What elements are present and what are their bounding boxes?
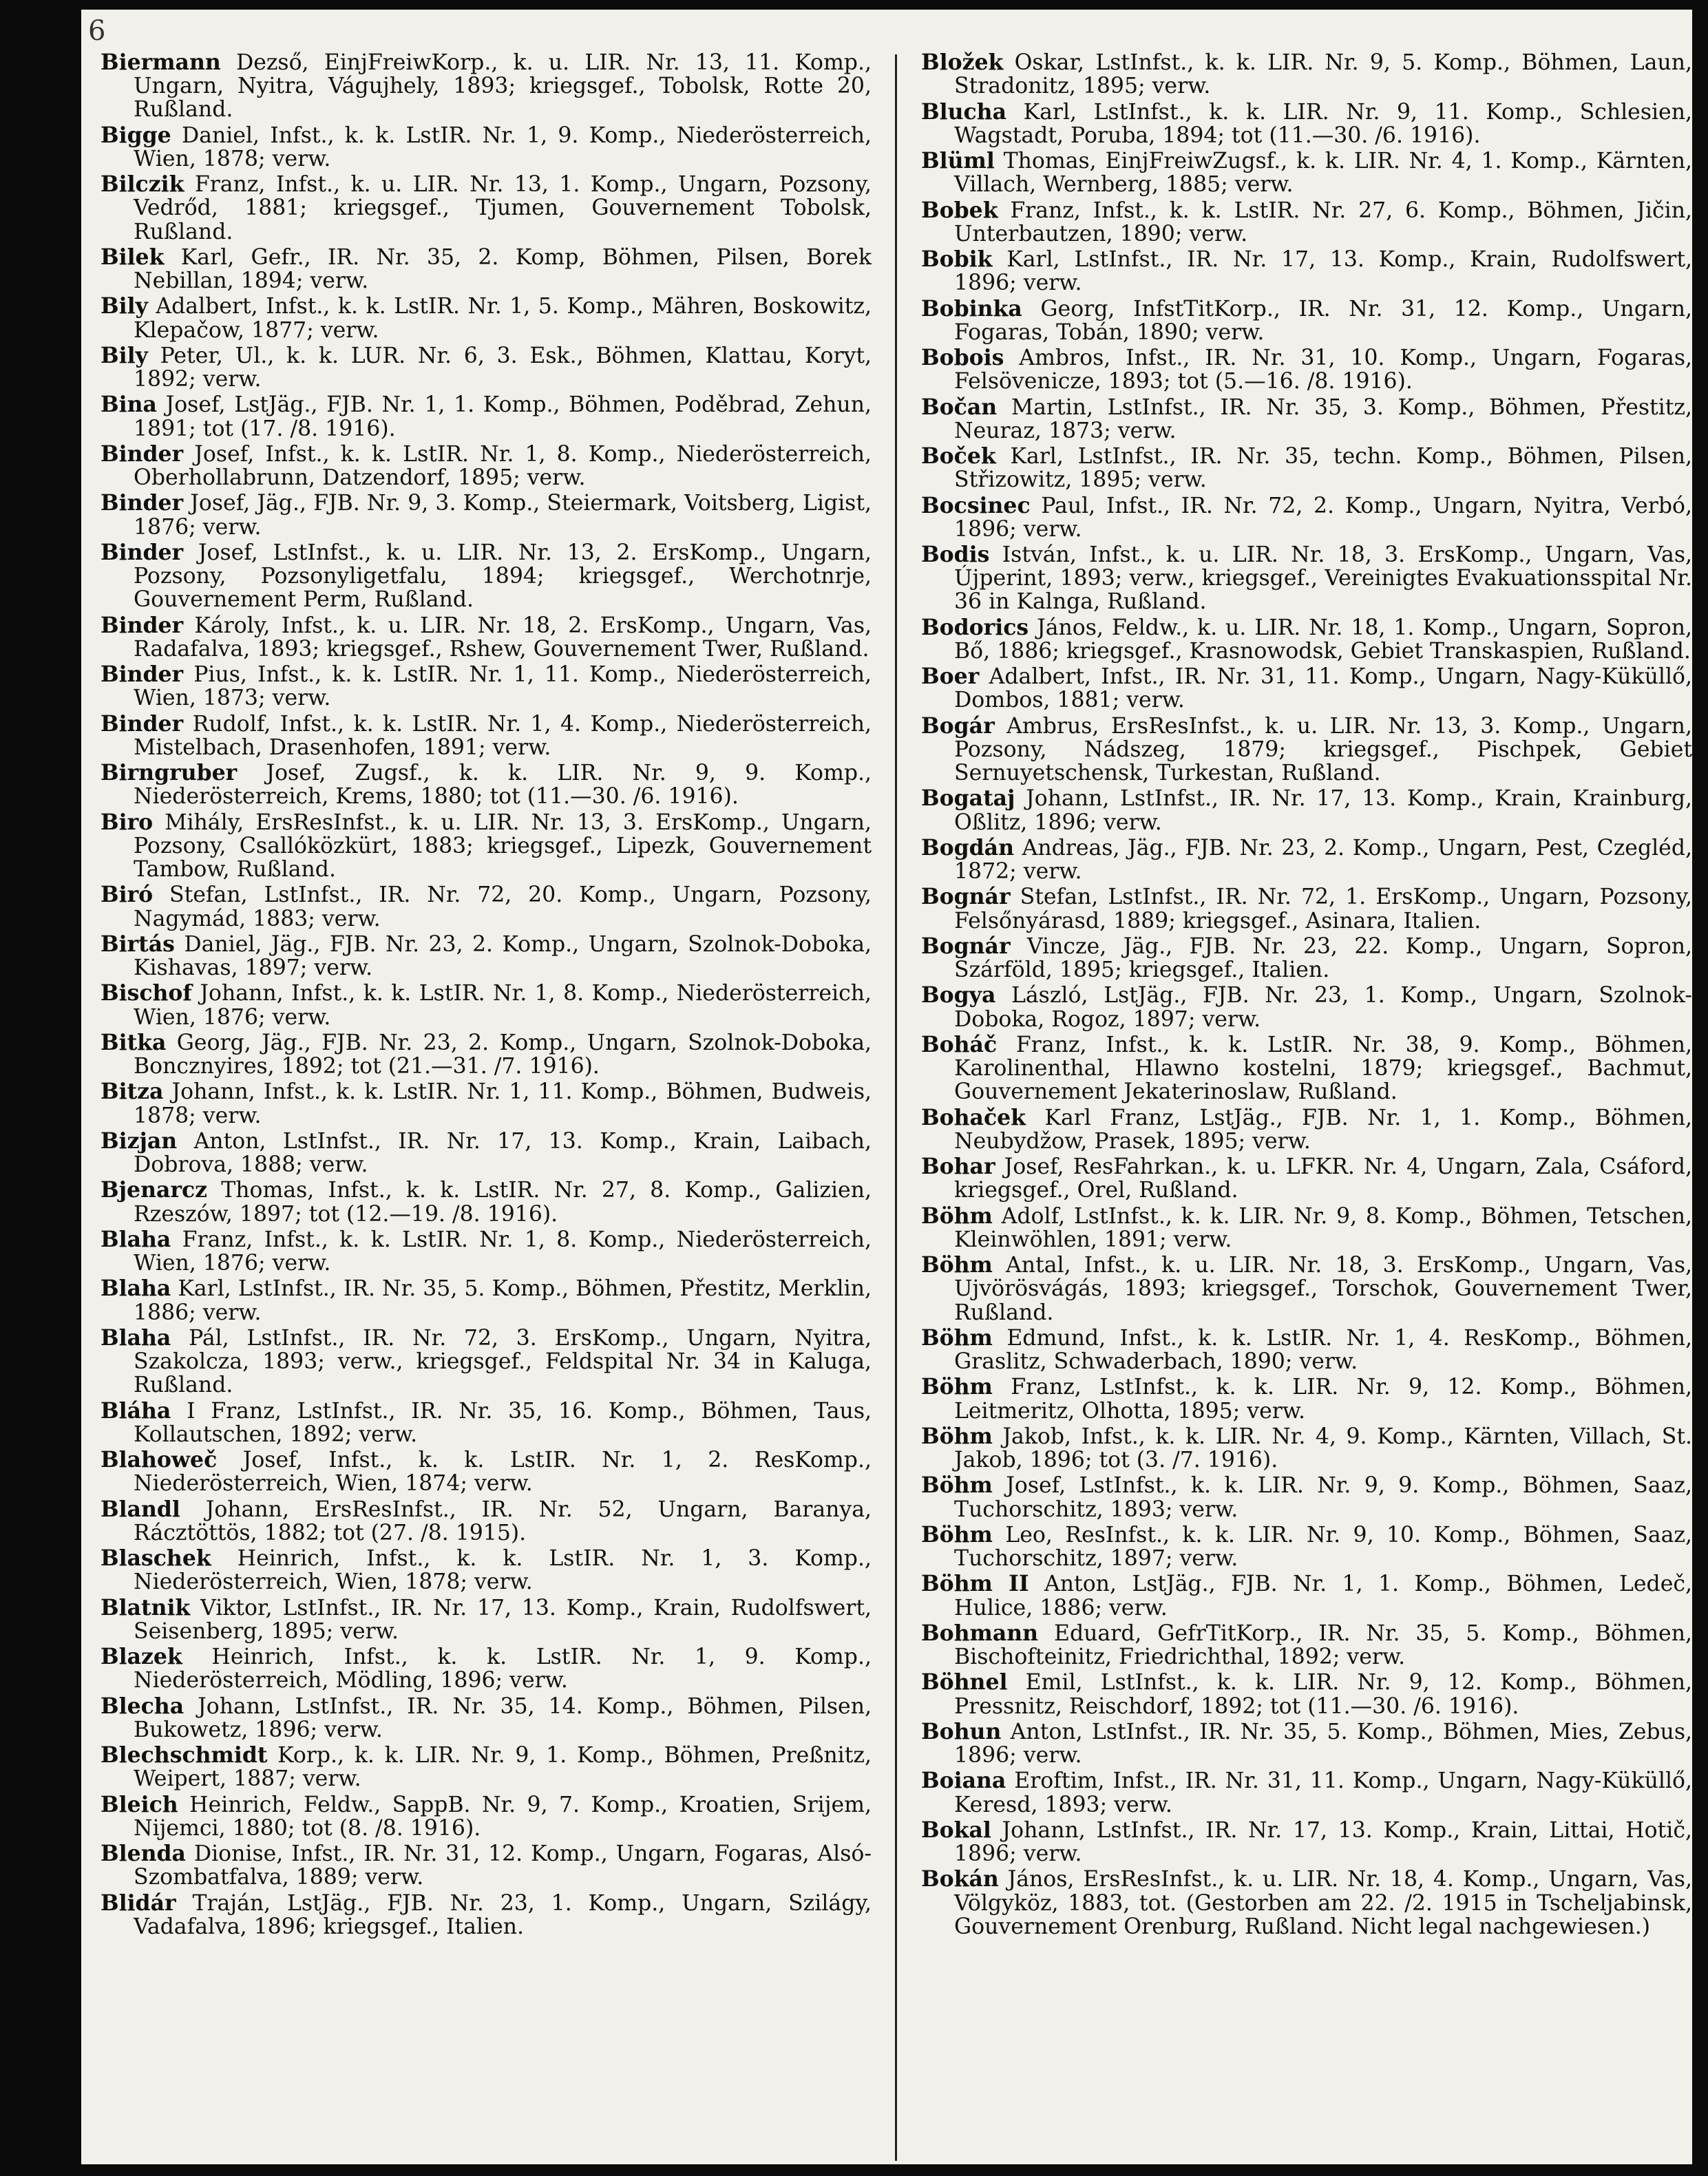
entry-surname: Bitka	[101, 1029, 167, 1055]
register-entry	[101, 1695, 872, 1742]
entry-details: János, ErsResInfst., k. u. LIR. Nr. 18, 4. Komp., Ungarn, Vas, Völgyköz, 1883, tot. (Gestorben am 22. /2. 1915 in Tscheljabinsk, Gouvernement Orenburg, Rußland. Nicht legal nachgewiesen.)	[954, 1867, 1692, 1939]
entry-surname: Blazek	[101, 1644, 182, 1670]
entry-details: Franz, Infst., k. k. LstIR. Nr. 1, 8. Komp., Niederösterreich, Wien, 1876; verw.	[134, 1227, 872, 1276]
register-entry	[921, 51, 1692, 98]
entry-surname: Blaha	[101, 1324, 171, 1351]
register-entry	[101, 761, 872, 808]
register-entry	[921, 1324, 1693, 1375]
entry-surname: Bohar	[921, 1154, 995, 1180]
register-entry	[921, 346, 1692, 393]
entry-details: Josef, LstInfst., k. u. LIR. Nr. 13, 2. ErsKomp., Ungarn, Pozsony, Pozsonyligetfalu, 1894; kriegsgef., Werchotnrje, Gouvernement Perm, Rußland.	[134, 540, 872, 613]
register-entry	[921, 248, 1692, 295]
document-page	[81, 10, 1692, 2164]
register-entry	[101, 1031, 872, 1078]
entry-surname: Blatnik	[101, 1594, 191, 1620]
register-entry	[921, 1205, 1692, 1251]
entry-surname: Bobinka	[921, 295, 1022, 321]
entry-details: Anton, LstInfst., IR. Nr. 35, 5. Komp., Böhmen, Mies, Zebus, 1896; verw.	[954, 1719, 1693, 1768]
entry-surname: Böhm	[921, 1324, 993, 1351]
register-entry	[921, 1720, 1692, 1767]
register-entry	[921, 445, 1692, 492]
entry-details: Ambros, Infst., IR. Nr. 31, 10. Komp., Ungarn, Fogaras, Felsövenicze, 1893; tot (5.—16. /8. 1916).	[954, 346, 1692, 394]
entry-details: Franz, Infst., k. k. LstIR. Nr. 27, 6. Komp., Böhmen, Jičin, Unterbautzen, 1890; verw.	[954, 198, 1692, 246]
entry-details: Viktor, LstInfst., IR. Nr. 17, 13. Komp., Krain, Rudolfswert, Seisenberg, 1895; verw.	[134, 1595, 872, 1644]
entry-details: Josef, LstJäg., FJB. Nr. 1, 1. Komp., Böhmen, Poděbrad, Zehun, 1891; tot (17. /8. 1916).	[134, 392, 872, 441]
entry-details: Josef, Infst., k. k. LstIR. Nr. 1, 2. ResKomp., Niederösterreich, Wien, 1874; verw.	[134, 1448, 872, 1497]
entry-details: Emil, LstInfst., k. k. LIR. Nr. 9, 12. Komp., Böhmen, Pressnitz, Reischdorf, 1892; tot (11.—30. /6. 1916).	[954, 1670, 1692, 1719]
entry-surname: Blechschmidt	[101, 1742, 268, 1768]
entry-details: Karl, LstInfst., k. k. LIR. Nr. 9, 11. Komp., Schlesien, Wagstadt, Poruba, 1894; tot (11.—30. /6. 1916).	[954, 99, 1692, 148]
entry-surname: Blecha	[101, 1693, 184, 1719]
register-entry	[101, 1080, 872, 1127]
entry-surname: Bobois	[921, 345, 1004, 370]
entry-details: Johann, ErsResInfst., IR. Nr. 52, Ungarn, Baranya, Rácztöttös, 1882; tot (27. /8. 1915).	[134, 1497, 872, 1545]
register-entry	[101, 295, 872, 341]
entry-surname: Bobik	[921, 246, 993, 272]
entry-surname: Bizjan	[101, 1128, 178, 1154]
register-entry	[101, 1744, 872, 1791]
entry-details: Adalbert, Infst., k. k. LstIR. Nr. 1, 5. Komp., Mähren, Boskowitz, Klepačow, 1877; verw.	[134, 294, 872, 343]
entry-surname: Blaschek	[101, 1545, 211, 1572]
entry-details: Johann, LstInfst., IR. Nr. 17, 13. Komp., Krain, Littai, Hotič, 1896; verw.	[954, 1817, 1693, 1867]
entry-details: Josef, Zugsf., k. k. LIR. Nr. 9, 9. Komp., Niederösterreich, Krems, 1880; tot (11.—30. /6. 1916).	[134, 761, 872, 810]
register-entry	[101, 51, 872, 122]
entry-details: Anton, LstInfst., IR. Nr. 17, 13. Komp., Krain, Laibach, Dobrova, 1888; verw.	[134, 1128, 872, 1178]
register-entry	[101, 1179, 872, 1225]
register-entry	[101, 246, 872, 293]
register-entry	[101, 811, 872, 882]
entry-surname: Bjenarcz	[101, 1177, 208, 1203]
entry-details: Thomas, EinjFreiwZugsf., k. k. LIR. Nr. 4, 1. Komp., Kärnten, Villach, Wernberg, 1885; verw.	[954, 149, 1692, 198]
column-divider	[895, 54, 897, 2161]
entry-details: Johann, LstInfst., IR. Nr. 17, 13. Komp., Krain, Krainburg, Oßlitz, 1896; verw.	[954, 786, 1693, 835]
register-entry	[101, 1596, 872, 1643]
register-entry	[101, 1547, 872, 1594]
entry-surname: Bogdán	[921, 834, 1014, 860]
entry-surname: Bohaček	[921, 1104, 1026, 1130]
entry-details: Johann, Infst., k. k. LstIR. Nr. 1, 11. Komp., Böhmen, Budweis, 1878; verw.	[134, 1079, 872, 1128]
register-entry	[101, 1793, 872, 1840]
register-entry	[921, 712, 1692, 786]
register-entry	[921, 665, 1692, 712]
entry-surname: Bogár	[921, 712, 995, 739]
entry-details: Franz, Infst., k. u. LIR. Nr. 13, 1. Komp., Ungarn, Pozsony, Vedrőd, 1881; kriegsgef., Tjumen, Gouvernement Tobolsk, Rußland.	[134, 172, 872, 244]
entry-details: Georg, InfstTitKorp., IR. Nr. 31, 12. Komp., Ungarn, Fogaras, Tobán, 1890; verw.	[954, 296, 1692, 345]
left-column	[101, 51, 872, 1941]
entry-details: Josef, ResFahrkan., k. u. LFKR. Nr. 4, Ungarn, Zala, Csáford, kriegsgef., Orel, Rußland.	[954, 1154, 1693, 1203]
entry-surname: Blüml	[921, 148, 995, 173]
entry-surname: Binder	[101, 662, 184, 688]
entry-details: Heinrich, Feldw., SappB. Nr. 9, 7. Komp., Kroatien, Srijem, Nijemci, 1880; tot (8. /8. 1916).	[134, 1792, 872, 1841]
register-entry	[921, 836, 1692, 883]
entry-surname: Blenda	[101, 1841, 186, 1867]
entry-details: Antal, Infst., k. u. LIR. Nr. 18, 3. ErsKomp., Ungarn, Vas, Ujvörösvágás, 1893; kriegsgef., Torschok, Gouvernement Twer, Rußland.	[954, 1253, 1693, 1325]
register-entry	[921, 1033, 1692, 1104]
register-entry	[921, 1572, 1692, 1619]
entry-details: László, LstJäg., FJB. Nr. 23, 1. Komp., Ungarn, Szolnok-Doboka, Rogoz, 1897; verw.	[954, 983, 1692, 1032]
entry-details: Ambrus, ErsResInfst., k. u. LIR. Nr. 13, 3. Komp., Ungarn, Pozsony, Nádszeg, 1879; kriegsgef., Pischpek, Gebiet Sernuyetschensk, Turkestan, Rußland.	[954, 713, 1692, 786]
entry-surname: Böhm II	[921, 1571, 1029, 1597]
entry-details: Karl, Gefr., IR. Nr. 35, 2. Komp, Böhmen, Pilsen, Borek Nebillan, 1894; verw.	[134, 244, 872, 294]
entry-details: Dionise, Infst., IR. Nr. 31, 12. Komp., Ungarn, Fogaras, Alsó-Szombatfalva, 1889; verw.	[134, 1841, 872, 1890]
entry-details: Traján, LstJäg., FJB. Nr. 23, 1. Komp., Ungarn, Szilágy, Vadafalva, 1896; kriegsgef., Italien.	[134, 1890, 872, 1939]
register-entry	[101, 1448, 872, 1495]
entry-surname: Boiana	[921, 1768, 1006, 1794]
entry-surname: Bily	[101, 293, 148, 319]
entry-surname: Bodorics	[921, 614, 1029, 640]
register-entry	[101, 443, 872, 489]
entry-details: Adalbert, Infst., IR. Nr. 31, 11. Komp., Ungarn, Nagy-Küküllő, Dombos, 1881; verw.	[954, 664, 1692, 713]
entry-surname: Bokal	[921, 1817, 991, 1843]
entry-details: Karl Franz, LstJäg., FJB. Nr. 1, 1. Komp., Böhmen, Neubydžow, Prasek, 1895; verw.	[954, 1105, 1692, 1154]
register-entry	[101, 982, 872, 1028]
register-entry	[101, 344, 872, 391]
register-entry	[101, 933, 872, 980]
entry-surname: Böhm	[921, 1374, 993, 1400]
entry-surname: Blaha	[101, 1226, 171, 1252]
register-entry	[101, 1277, 872, 1324]
page-number: 6	[88, 15, 106, 47]
entry-surname: Böhm	[921, 1423, 993, 1449]
entry-details: Franz, LstInfst., k. k. LIR. Nr. 9, 12. Komp., Böhmen, Leitmeritz, Olhotta, 1895; verw.	[954, 1375, 1692, 1424]
entry-details: I Franz, LstInfst., IR. Nr. 35, 16. Komp., Böhmen, Taus, Kollautschen, 1892; verw.	[134, 1398, 872, 1447]
register-entry	[921, 984, 1692, 1031]
entry-surname: Böhm	[921, 1521, 993, 1548]
entry-surname: Blandl	[101, 1496, 180, 1522]
register-entry	[921, 1819, 1692, 1866]
entry-surname: Bischof	[101, 980, 192, 1006]
entry-surname: Binder	[101, 490, 184, 516]
entry-details: Georg, Jäg., FJB. Nr. 23, 2. Komp., Ungarn, Szolnok-Doboka, Boncznyires, 1892; tot (21.—31. /7. 1916).	[134, 1030, 872, 1079]
entry-surname: Binder	[101, 539, 184, 565]
entry-surname: Bodis	[921, 542, 990, 567]
register-entry	[921, 1868, 1692, 1939]
register-entry	[101, 1645, 872, 1692]
entry-surname: Bočan	[921, 394, 998, 420]
entry-details: Stefan, LstInfst., IR. Nr. 72, 20. Komp., Ungarn, Pozsony, Nagymád, 1883; verw.	[134, 883, 872, 931]
entry-details: Stefan, LstInfst., IR. Nr. 72, 1. ErsKomp., Ungarn, Pozsony, Felsőnyárasd, 1889; kriegsgef., Asinara, Italien.	[954, 885, 1692, 933]
entry-details: Edmund, Infst., k. k. LstIR. Nr. 1, 4. ResKomp., Böhmen, Graslitz, Schwaderbach, 1890; verw.	[954, 1325, 1693, 1375]
entry-surname: Bokán	[921, 1866, 999, 1892]
entry-surname: Boháč	[921, 1031, 998, 1057]
entry-surname: Birtás	[101, 931, 175, 957]
register-entry	[921, 1474, 1692, 1521]
entry-details: Adolf, LstInfst., k. k. LIR. Nr. 9, 8. Komp., Böhmen, Tetschen, Kleinwöhlen, 1891; verw.	[954, 1203, 1692, 1252]
register-entry	[101, 1324, 872, 1398]
register-entry	[101, 1498, 872, 1545]
entry-surname: Binder	[101, 441, 184, 467]
entry-surname: Bilek	[101, 244, 165, 270]
register-entry	[921, 1425, 1692, 1472]
entry-surname: Bocsinec	[921, 492, 1031, 518]
entry-surname: Birngruber	[101, 760, 238, 786]
entry-details: Andreas, Jäg., FJB. Nr. 23, 2. Komp., Ungarn, Pest, Czegléd, 1872; verw.	[954, 835, 1692, 885]
register-entry	[101, 393, 872, 440]
entry-surname: Blucha	[921, 98, 1006, 125]
entry-details: Heinrich, Infst., k. k. LstIR. Nr. 1, 3. Komp., Niederösterreich, Wien, 1878; verw.	[134, 1546, 872, 1595]
entry-details: Josef, Jäg., FJB. Nr. 9, 3. Komp., Steiermark, Voitsberg, Ligist, 1876; verw.	[134, 491, 872, 540]
register-entry	[921, 935, 1692, 982]
entry-surname: Böhm	[921, 1252, 993, 1278]
entry-surname: Bogya	[921, 982, 996, 1008]
entry-details: Oskar, LstInfst., k. k. LIR. Nr. 9, 5. Komp., Böhmen, Laun, Stradonitz, 1895; verw.	[954, 50, 1693, 99]
register-entry	[101, 173, 872, 244]
entry-details: Rudolf, Infst., k. k. LstIR. Nr. 1, 4. Komp., Niederösterreich, Mistelbach, Drasenhofen, 1891; verw.	[134, 711, 872, 760]
entry-surname: Bleich	[101, 1791, 178, 1817]
entry-details: Thomas, Infst., k. k. LstIR. Nr. 27, 8. Komp., Galizien, Rzeszów, 1897; tot (12.—19. /8. 1916).	[134, 1178, 872, 1227]
entry-surname: Binder	[101, 710, 184, 737]
entry-surname: Bobek	[921, 197, 998, 223]
entry-surname: Bognár	[921, 884, 1011, 910]
entry-details: Károly, Infst., k. u. LIR. Nr. 18, 2. ErsKomp., Ungarn, Vas, Radafalva, 1893; kriegsgef., Rshew, Gouvernement Twer, Rußland.	[134, 613, 872, 662]
entry-surname: Bláha	[101, 1397, 171, 1424]
entry-surname: Böhnel	[921, 1669, 1008, 1696]
register-entry	[921, 396, 1692, 443]
register-entry	[921, 787, 1692, 834]
entry-details: Eduard, GefrTitKorp., IR. Nr. 35, 5. Komp., Böhmen, Bischofteinitz, Friedrichthal, 1892; verw.	[954, 1620, 1692, 1670]
register-entry	[101, 492, 872, 538]
entry-surname: Bina	[101, 392, 157, 418]
entry-surname: Bogataj	[921, 785, 1015, 812]
entry-details: Jakob, Infst., k. k. LIR. Nr. 4, 9. Komp., Kärnten, Villach, St. Jakob, 1896; tot (3. /7. 1916).	[954, 1424, 1693, 1473]
entry-surname: Bognár	[921, 933, 1011, 959]
register-entry	[921, 494, 1692, 541]
register-entry	[101, 124, 872, 171]
register-entry	[921, 297, 1692, 344]
register-entry	[101, 712, 872, 759]
entry-details: Pius, Infst., k. k. LstIR. Nr. 1, 11. Komp., Niederösterreich, Wien, 1873; verw.	[134, 662, 872, 711]
entry-details: Dezső, EinjFreiwKorp., k. u. LIR. Nr. 13, 11. Komp., Ungarn, Nyitra, Vágujhely, 1893; kriegsgef., Tobolsk, Rotte 20, Rußland.	[134, 50, 872, 123]
entry-surname: Bigge	[101, 122, 171, 148]
entry-surname: Böhm	[921, 1472, 993, 1499]
register-entry	[101, 1228, 872, 1275]
entry-details: Heinrich, Infst., k. k. LstIR. Nr. 1, 9. Komp., Niederösterreich, Mödling, 1896; verw.	[134, 1645, 872, 1693]
entry-surname: Blaha	[101, 1276, 171, 1302]
entry-surname: Bily	[101, 342, 148, 368]
entry-details: Daniel, Infst., k. k. LstIR. Nr. 1, 9. Komp., Niederösterreich, Wien, 1878; verw.	[134, 123, 872, 171]
register-entry	[101, 663, 872, 710]
register-entry	[921, 1254, 1692, 1324]
entry-surname: Bitza	[101, 1079, 164, 1105]
register-entry	[921, 1671, 1692, 1718]
entry-details: Vincze, Jäg., FJB. Nr. 23, 22. Komp., Ungarn, Sopron, Szárföld, 1895; kriegsgef., Italien.	[954, 933, 1692, 983]
register-entry	[921, 885, 1692, 932]
entry-surname: Biró	[101, 882, 154, 908]
register-entry	[921, 1523, 1692, 1570]
entry-details: Karl, LstInfst., IR. Nr. 35, 5. Komp., Böhmen, Přestitz, Merklin, 1886; verw.	[134, 1276, 872, 1325]
entry-details: István, Infst., k. u. LIR. Nr. 18, 3. ErsKomp., Ungarn, Vas, Újperint, 1893; verw., kriegsgef., Vereinigtes Evakuationsspital Nr. 36 in Kalnga, Rußland.	[954, 542, 1692, 615]
register-entry	[921, 149, 1692, 196]
entry-surname: Binder	[101, 612, 184, 638]
entry-details: Franz, Infst., k. k. LstIR. Nr. 38, 9. Komp., Böhmen, Karolinenthal, Hlawno kostelni, 1879; kriegsgef., Bachmut, Gouvernement Jekaterinoslaw, Rußland.	[954, 1032, 1693, 1105]
register-entry	[921, 1106, 1692, 1153]
entry-surname: Bohmann	[921, 1620, 1039, 1646]
entry-surname: Biro	[101, 809, 154, 835]
register-entry	[101, 541, 872, 612]
entry-surname: Bohun	[921, 1718, 1002, 1744]
entry-details: Paul, Infst., IR. Nr. 72, 2. Komp., Ungarn, Nyitra, Verbó, 1896; verw.	[954, 493, 1692, 542]
entry-details: Karl, LstInfst., IR. Nr. 35, techn. Komp., Böhmen, Pilsen, Střizowitz, 1895; verw.	[954, 444, 1693, 493]
entry-details: Johann, Infst., k. k. LstIR. Nr. 1, 8. Komp., Niederösterreich, Wien, 1876; verw.	[134, 981, 872, 1030]
register-entry	[921, 1769, 1692, 1816]
entry-details: Peter, Ul., k. k. LUR. Nr. 6, 3. Esk., Böhmen, Klattau, Koryt, 1892; verw.	[134, 343, 872, 392]
register-entry	[921, 98, 1692, 148]
entry-surname: Böhm	[921, 1203, 993, 1229]
entry-details: Pál, LstInfst., IR. Nr. 72, 3. ErsKomp., Ungarn, Nyitra, Szakolcza, 1893; verw., kriegsgef., Feldspital Nr. 34 in Kaluga, Rußland.	[134, 1325, 872, 1398]
register-entry	[101, 1399, 872, 1446]
entry-details: Martin, LstInfst., IR. Nr. 35, 3. Komp., Böhmen, Přestitz, Neuraz, 1873; verw.	[954, 394, 1693, 443]
entry-details: Anton, LstJäg., FJB. Nr. 1, 1. Komp., Böhmen, Ledeč, Hulice, 1886; verw.	[954, 1572, 1692, 1620]
entry-details: Korp., k. k. LIR. Nr. 9, 1. Komp., Böhmen, Preßnitz, Weipert, 1887; verw.	[134, 1743, 872, 1792]
register-entry	[921, 1622, 1692, 1669]
right-column	[921, 51, 1692, 1941]
entry-details: Leo, ResInfst., k. k. LIR. Nr. 9, 10. Komp., Böhmen, Saaz, Tuchorschitz, 1897; verw.	[954, 1522, 1693, 1572]
entry-details: Karl, LstInfst., IR. Nr. 17, 13. Komp., Krain, Rudolfswert, 1896; verw.	[954, 247, 1692, 296]
entry-details: János, Feldw., k. u. LIR. Nr. 18, 1. Komp., Ungarn, Sopron, Bő, 1886; kriegsgef., Krasnowodsk, Gebiet Transkaspien, Rußland.	[954, 615, 1692, 664]
register-entry	[101, 1892, 872, 1939]
register-entry	[921, 1155, 1692, 1202]
entry-details: Daniel, Jäg., FJB. Nr. 23, 2. Komp., Ungarn, Szolnok-Doboka, Kishavas, 1897; verw.	[134, 931, 872, 981]
entry-surname: Blahoweč	[101, 1447, 218, 1473]
entry-surname: Blidár	[101, 1890, 176, 1916]
register-entry	[101, 1130, 872, 1176]
entry-details: Josef, LstInfst., k. k. LIR. Nr. 9, 9. Komp., Böhmen, Saaz, Tuchorschitz, 1893; verw.	[954, 1473, 1692, 1522]
register-entry	[101, 883, 872, 930]
register-entry	[101, 1842, 872, 1889]
register-entry	[921, 1375, 1692, 1422]
register-entry	[921, 616, 1692, 663]
entry-surname: Bložek	[921, 50, 1004, 75]
entry-details: Eroftim, Infst., IR. Nr. 31, 11. Komp., Ungarn, Nagy-Küküllő, Keresd, 1893; verw.	[954, 1768, 1692, 1817]
entry-details: Mihály, ErsResInfst., k. u. LIR. Nr. 13, 3. ErsKomp., Ungarn, Pozsony, Csallóközkürt, 1883; kriegsgef., Lipezk, Gouvernement Tambow, Rußland.	[134, 810, 872, 883]
register-entry	[101, 614, 872, 661]
register-entry	[921, 199, 1692, 246]
entry-details: Johann, LstInfst., IR. Nr. 35, 14. Komp., Böhmen, Pilsen, Bukowetz, 1896; verw.	[134, 1693, 872, 1742]
entry-surname: Bilczik	[101, 171, 184, 198]
entry-surname: Boer	[921, 664, 980, 690]
entry-details: Josef, Infst., k. k. LstIR. Nr. 1, 8. Komp., Niederösterreich, Oberhollabrunn, Datzendorf, 1895; verw.	[134, 441, 872, 491]
entry-surname: Biermann	[101, 50, 221, 75]
register-entry	[921, 543, 1692, 614]
entry-surname: Boček	[921, 443, 996, 469]
